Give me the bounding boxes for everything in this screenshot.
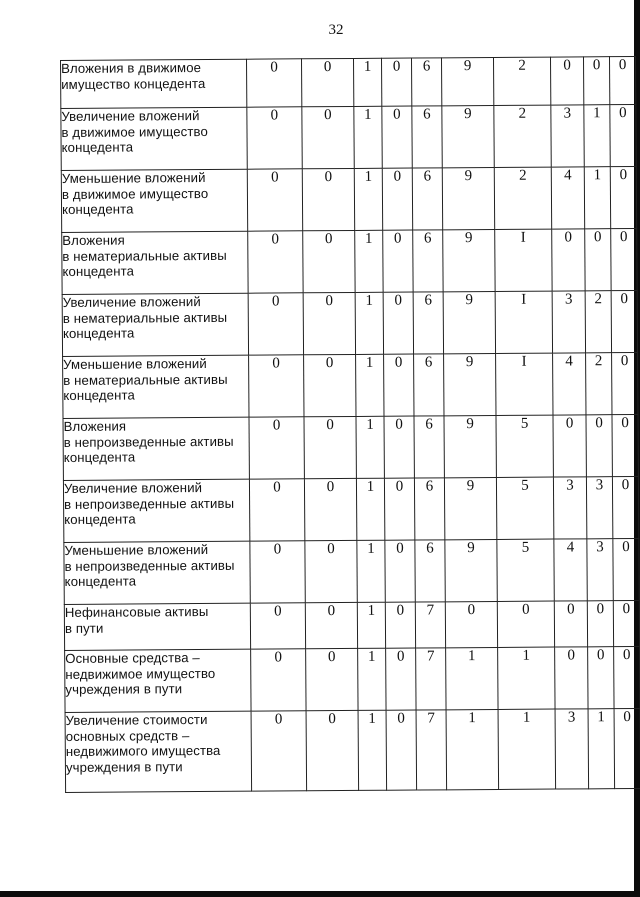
code-digit-cell: 1 bbox=[354, 168, 382, 230]
code-digit-cell: 0 bbox=[587, 601, 613, 647]
code-digit-cell: 0 bbox=[583, 57, 609, 105]
code-digit-cell: 0 bbox=[304, 416, 356, 478]
code-digit-cell: 9 bbox=[444, 353, 496, 415]
table-row bbox=[63, 352, 638, 418]
table-row bbox=[63, 414, 638, 480]
code-digit-cell: 1 bbox=[584, 105, 610, 167]
code-digit-cell: 0 bbox=[251, 711, 307, 791]
code-digit-cell: 0 bbox=[249, 355, 304, 417]
code-digit-cell: 6 bbox=[412, 168, 442, 230]
code-digit-cell: 4 bbox=[554, 539, 587, 601]
code-digit-cell: 0 bbox=[611, 290, 637, 352]
code-digit-cell: 0 bbox=[301, 58, 353, 106]
code-digit-cell: 0 bbox=[554, 601, 587, 647]
code-digit-cell: 2 bbox=[494, 167, 551, 229]
account-name-cell: Увеличение вложений в непроизведенные активы концедента bbox=[63, 479, 249, 542]
code-digit-cell: 1 bbox=[356, 354, 384, 416]
code-digit-cell: 3 bbox=[552, 291, 585, 353]
code-digit-cell: 0 bbox=[613, 538, 639, 600]
code-digit-cell: I bbox=[495, 291, 552, 353]
account-name-cell: Увеличение стоимости основных средств – недвижимого имущества учреждения в пути bbox=[65, 711, 252, 792]
code-digit-cell: 5 bbox=[497, 539, 554, 601]
code-digit-cell: 1 bbox=[353, 58, 381, 106]
code-digit-cell: I bbox=[495, 229, 552, 291]
code-digit-cell: 0 bbox=[497, 601, 554, 647]
code-digit-cell: 0 bbox=[247, 169, 302, 231]
code-digit-cell: 0 bbox=[609, 56, 635, 104]
code-digit-cell: 9 bbox=[442, 167, 494, 229]
page-number: 32 bbox=[328, 22, 344, 38]
code-digit-cell: 0 bbox=[251, 649, 306, 711]
code-digit-cell: 1 bbox=[446, 647, 498, 709]
code-digit-cell: 0 bbox=[305, 540, 357, 602]
account-name-cell: Уменьшение вложений в движимое имущество концедента bbox=[61, 169, 247, 232]
code-digit-cell: 0 bbox=[555, 647, 588, 709]
code-digit-cell: 0 bbox=[249, 479, 304, 541]
code-digit-cell: 6 bbox=[414, 416, 444, 478]
code-digit-cell: 6 bbox=[411, 58, 441, 106]
code-digit-cell: 7 bbox=[416, 710, 447, 790]
code-digit-cell: 0 bbox=[384, 354, 414, 416]
code-digit-cell: 1 bbox=[498, 709, 556, 789]
account-name-cell: Нефинансовые активы в пути bbox=[64, 603, 250, 650]
code-digit-cell: 6 bbox=[414, 354, 444, 416]
code-digit-cell: 0 bbox=[303, 292, 355, 354]
code-digit-cell: 9 bbox=[443, 229, 495, 291]
code-digit-cell: 0 bbox=[303, 230, 355, 292]
code-digit-cell: 0 bbox=[610, 166, 636, 228]
code-digit-cell: 0 bbox=[385, 602, 415, 648]
code-digit-cell: 1 bbox=[356, 416, 384, 478]
code-digit-cell: 3 bbox=[587, 539, 613, 601]
table-body bbox=[61, 56, 640, 792]
account-name-cell: Увеличение вложений в движимое имущество концедента bbox=[61, 107, 247, 170]
code-digit-cell: 6 bbox=[413, 292, 443, 354]
code-digit-cell: 0 bbox=[586, 415, 612, 477]
code-digit-cell: 4 bbox=[551, 167, 584, 229]
code-digit-cell: 1 bbox=[354, 106, 382, 168]
code-digit-cell: 9 bbox=[444, 477, 496, 539]
code-digit-cell: 3 bbox=[551, 105, 584, 167]
code-digit-cell: 6 bbox=[415, 540, 445, 602]
code-digit-cell: 1 bbox=[356, 478, 384, 540]
code-digit-cell: 1 bbox=[357, 540, 385, 602]
table-row bbox=[61, 56, 636, 108]
code-digit-cell: 2 bbox=[493, 57, 550, 105]
code-digit-cell: 2 bbox=[494, 105, 551, 167]
code-digit-cell: 0 bbox=[614, 646, 640, 708]
code-digit-cell: 0 bbox=[304, 478, 356, 540]
code-digit-cell: 3 bbox=[586, 477, 612, 539]
code-digit-cell: 2 bbox=[586, 353, 612, 415]
code-digit-cell: 0 bbox=[612, 414, 638, 476]
code-digit-cell: 2 bbox=[585, 291, 611, 353]
code-digit-cell: 0 bbox=[386, 710, 417, 790]
code-digit-cell: 0 bbox=[306, 710, 359, 790]
code-digit-cell: 1 bbox=[357, 602, 385, 648]
code-digit-cell: 9 bbox=[442, 105, 494, 167]
code-digit-cell: 0 bbox=[613, 600, 639, 646]
code-digit-cell: 0 bbox=[385, 540, 415, 602]
code-digit-cell: 9 bbox=[443, 291, 495, 353]
table-row bbox=[65, 708, 640, 792]
code-digit-cell: 3 bbox=[553, 477, 586, 539]
table-row bbox=[63, 476, 638, 542]
code-digit-cell: 0 bbox=[306, 648, 358, 710]
account-name-cell: Вложения в движимое имущество концедента bbox=[61, 59, 247, 108]
code-digit-cell: 1 bbox=[358, 648, 386, 710]
code-digit-cell: 0 bbox=[248, 231, 303, 293]
account-name-cell: Уменьшение вложений в нематериальные активы концедента bbox=[63, 355, 249, 418]
code-digit-cell: 0 bbox=[248, 293, 303, 355]
code-digit-cell: 1 bbox=[588, 709, 615, 789]
code-digit-cell: 0 bbox=[302, 168, 354, 230]
code-digit-cell: 0 bbox=[614, 708, 640, 788]
code-digit-cell: 0 bbox=[381, 58, 411, 106]
code-digit-cell: 1 bbox=[498, 647, 555, 709]
code-digit-cell: 1 bbox=[355, 292, 383, 354]
code-digit-cell: 0 bbox=[382, 106, 412, 168]
table-row bbox=[64, 538, 639, 604]
account-name-cell: Вложения в нематериальные активы концедента bbox=[62, 231, 248, 294]
account-name-cell: Вложения в непроизведенные активы концедента bbox=[63, 417, 249, 480]
code-digit-cell: 0 bbox=[612, 352, 638, 414]
code-digit-cell: 9 bbox=[441, 57, 493, 105]
code-digit-cell: 0 bbox=[383, 230, 413, 292]
code-digit-cell: 5 bbox=[496, 477, 553, 539]
table-row bbox=[64, 600, 639, 650]
code-digit-cell: 4 bbox=[553, 353, 586, 415]
code-digit-cell: 0 bbox=[305, 602, 357, 648]
code-digit-cell: 0 bbox=[383, 292, 413, 354]
code-digit-cell: 1 bbox=[446, 709, 499, 789]
code-digit-cell: 0 bbox=[250, 541, 305, 603]
table-row bbox=[62, 290, 637, 356]
table-row bbox=[62, 228, 637, 294]
code-digit-cell: 0 bbox=[588, 647, 614, 709]
code-digit-cell: 7 bbox=[415, 602, 445, 648]
code-digit-cell: 7 bbox=[416, 648, 446, 710]
account-name-cell: Увеличение вложений в нематериальные активы концедента bbox=[62, 293, 248, 356]
code-digit-cell: I bbox=[496, 353, 553, 415]
code-digit-cell: 0 bbox=[612, 476, 638, 538]
code-digit-cell: 0 bbox=[247, 107, 302, 169]
code-digit-cell: 0 bbox=[550, 57, 583, 105]
code-digit-cell: 9 bbox=[445, 539, 497, 601]
code-digit-cell: 0 bbox=[552, 229, 585, 291]
code-digit-cell: 0 bbox=[246, 59, 301, 107]
code-digit-cell: 1 bbox=[355, 230, 383, 292]
code-digit-cell: 0 bbox=[386, 648, 416, 710]
account-name-cell: Основные средства – недвижимое имущество учреждения в пути bbox=[65, 649, 251, 712]
code-digit-cell: 1 bbox=[584, 167, 610, 229]
code-digit-cell: 0 bbox=[445, 601, 497, 647]
table-row bbox=[61, 104, 636, 170]
code-digit-cell: 0 bbox=[249, 417, 304, 479]
code-digit-cell: 0 bbox=[382, 168, 412, 230]
account-name-cell: Уменьшение вложений в непроизведенные активы концедента bbox=[64, 541, 250, 604]
code-digit-cell: 9 bbox=[444, 415, 496, 477]
code-digit-cell: 3 bbox=[555, 709, 589, 789]
code-digit-cell: 0 bbox=[302, 106, 354, 168]
code-digit-cell: 0 bbox=[610, 104, 636, 166]
code-digit-cell: 6 bbox=[412, 106, 442, 168]
table-row bbox=[61, 166, 636, 232]
code-digit-cell: 6 bbox=[413, 230, 443, 292]
code-digit-cell: 0 bbox=[384, 478, 414, 540]
code-digit-cell: 1 bbox=[358, 710, 387, 790]
account-code-table bbox=[60, 56, 640, 793]
code-digit-cell: 0 bbox=[611, 228, 637, 290]
code-digit-cell: 0 bbox=[585, 229, 611, 291]
code-digit-cell: 0 bbox=[553, 415, 586, 477]
table-row bbox=[65, 646, 640, 712]
code-digit-cell: 0 bbox=[304, 354, 356, 416]
code-digit-cell: 0 bbox=[384, 416, 414, 478]
code-digit-cell: 0 bbox=[250, 603, 305, 649]
scan-edge-bottom bbox=[0, 891, 640, 897]
code-digit-cell: 5 bbox=[496, 415, 553, 477]
code-digit-cell: 6 bbox=[414, 478, 444, 540]
